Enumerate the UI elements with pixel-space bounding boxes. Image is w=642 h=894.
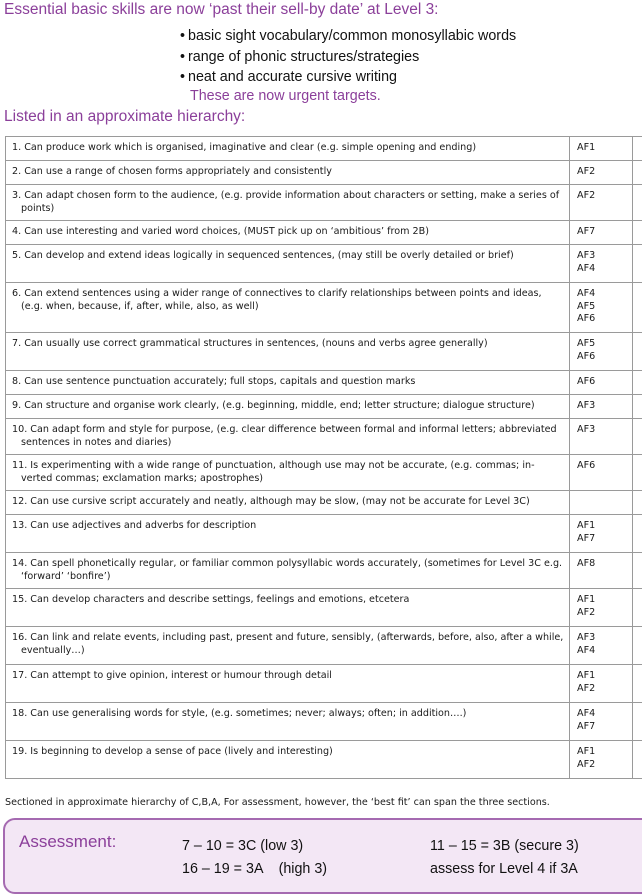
skill-text: 15. Can develop characters and describe settings, feelings and emotions, etcetera xyxy=(12,594,409,605)
skill-row xyxy=(6,185,642,221)
assessment-focus-code: AF1 AF7 xyxy=(570,515,633,553)
bullet-icon: • xyxy=(180,47,188,68)
skill-row xyxy=(6,137,642,161)
skill-text: 9. Can structure and organise work clearly, (e.g. beginning, middle, end; letter structure; dialogue structure) xyxy=(12,400,535,411)
tick-cell[interactable] xyxy=(633,185,642,221)
assessment-focus-code: AF1 AF2 xyxy=(570,741,633,779)
tick-cell[interactable] xyxy=(633,137,642,161)
skill-description xyxy=(6,333,570,371)
assessment-focus-code: AF4 AF5 AF6 xyxy=(570,283,633,333)
assessment-focus-code: AF3 xyxy=(570,395,633,419)
tick-cell[interactable] xyxy=(633,333,642,371)
basic-skills-list xyxy=(180,26,516,88)
tick-cell[interactable] xyxy=(633,589,642,627)
skills-table xyxy=(5,136,642,779)
assessment-focus-code: AF3 xyxy=(570,419,633,455)
assessment-level4-note: assess for Level 4 if 3A xyxy=(430,861,578,877)
assessment-band-3a: 16 – 19 = 3A (high 3) xyxy=(182,861,327,877)
assessment-box xyxy=(3,818,642,894)
skill-row xyxy=(6,395,642,419)
tick-cell[interactable] xyxy=(633,741,642,779)
skill-text: 19. Is beginning to develop a sense of pace (lively and interesting) xyxy=(12,746,333,757)
skill-row xyxy=(6,703,642,741)
list-heading: Listed in an approximate hierarchy: xyxy=(4,108,245,126)
skill-row xyxy=(6,333,642,371)
assessment-focus-code: AF5 AF6 xyxy=(570,333,633,371)
skill-text: 4. Can use interesting and varied word choices, (MUST pick up on ‘ambitious’ from 2B) xyxy=(12,226,429,237)
skill-row xyxy=(6,491,642,515)
tick-cell[interactable] xyxy=(633,419,642,455)
skill-description xyxy=(6,185,570,221)
assessment-focus-code: AF1 xyxy=(570,137,633,161)
skill-description xyxy=(6,515,570,553)
skill-text-continued: eventually…) xyxy=(12,645,565,658)
assessment-focus-code: AF6 xyxy=(570,455,633,491)
skill-text: 3. Can adapt chosen form to the audience, (e.g. provide information about characters or setting, make a series of xyxy=(12,190,559,201)
skill-text: 12. Can use cursive script accurately and neatly, although may be slow, (may not be accurate for Level 3C) xyxy=(12,496,530,507)
assessment-focus-code: AF2 xyxy=(570,161,633,185)
tick-cell[interactable] xyxy=(633,515,642,553)
assessment-focus-code: AF7 xyxy=(570,221,633,245)
footnote: Sectioned in approximate hierarchy of C,B,A, For assessment, however, the ‘best fit’ can span the three sections. xyxy=(5,797,550,808)
skill-text: 10. Can adapt form and style for purpose, (e.g. clear difference between formal and informal letters; abbreviated xyxy=(12,424,557,435)
skill-description xyxy=(6,455,570,491)
assessment-title: Assessment: xyxy=(19,832,116,852)
skill-description xyxy=(6,665,570,703)
skill-text: 11. Is experimenting with a wide range of punctuation, although use may not be accurate, (e.g. commas; in- xyxy=(12,460,535,471)
skill-text-continued: sentences in notes and diaries) xyxy=(12,437,565,450)
bullet-item xyxy=(180,26,516,47)
bullet-text: neat and accurate cursive writing xyxy=(188,69,397,85)
assessment-focus-code: AF6 xyxy=(570,371,633,395)
skill-text: 16. Can link and relate events, including past, present and future, sensibly, (afterwards, before, also, after a while, xyxy=(12,632,563,643)
assessment-band-3c: 7 – 10 = 3C (low 3) xyxy=(182,838,303,854)
assessment-focus-code: AF8 xyxy=(570,553,633,589)
skill-text: 6. Can extend sentences using a wider range of connectives to clarify relationships between points and ideas, xyxy=(12,288,542,299)
tick-cell[interactable] xyxy=(633,703,642,741)
skill-description xyxy=(6,491,570,515)
skill-text-continued: points) xyxy=(12,203,565,216)
tick-cell[interactable] xyxy=(633,371,642,395)
skill-description xyxy=(6,283,570,333)
skill-text-continued: verted commas; exclamation marks; apostrophes) xyxy=(12,473,565,486)
bullet-item xyxy=(180,47,516,68)
assessment-focus-code: AF4 AF7 xyxy=(570,703,633,741)
skill-text: 17. Can attempt to give opinion, interest or humour through detail xyxy=(12,670,332,681)
tick-cell[interactable] xyxy=(633,245,642,283)
skill-description xyxy=(6,395,570,419)
skill-row xyxy=(6,589,642,627)
assessment-focus-code: AF1 AF2 xyxy=(570,665,633,703)
tick-cell[interactable] xyxy=(633,665,642,703)
skill-description xyxy=(6,245,570,283)
skill-text: 5. Can develop and extend ideas logically in sequenced sentences, (may still be overly detailed or brief) xyxy=(12,250,514,261)
tick-cell[interactable] xyxy=(633,455,642,491)
skill-description xyxy=(6,137,570,161)
skill-text: 1. Can produce work which is organised, imaginative and clear (e.g. simple opening and ending) xyxy=(12,142,476,153)
assessment-focus-code: AF3 AF4 xyxy=(570,627,633,665)
assessment-band-3b: 11 – 15 = 3B (secure 3) xyxy=(430,838,579,854)
skill-description xyxy=(6,419,570,455)
skill-text: 14. Can spell phonetically regular, or familiar common polysyllabic words accurately, (sometimes for Level 3C e.g. xyxy=(12,558,562,569)
skill-text: 18. Can use generalising words for style, (e.g. sometimes; never; always; often; in addition….) xyxy=(12,708,466,719)
skill-row xyxy=(6,455,642,491)
skill-row xyxy=(6,371,642,395)
skill-description xyxy=(6,703,570,741)
skill-row xyxy=(6,419,642,455)
skill-row xyxy=(6,515,642,553)
skill-row xyxy=(6,553,642,589)
assessment-focus-code xyxy=(570,491,633,515)
skill-row xyxy=(6,741,642,779)
intro-heading: Essential basic skills are now ‘past their sell-by date’ at Level 3: xyxy=(4,1,439,19)
skill-description xyxy=(6,161,570,185)
skill-row xyxy=(6,161,642,185)
skill-text-continued: ‘forward’ ‘bonfire’) xyxy=(12,571,565,584)
tick-cell[interactable] xyxy=(633,491,642,515)
skill-description xyxy=(6,741,570,779)
bullet-text: range of phonic structures/strategies xyxy=(188,49,419,65)
assessment-focus-code: AF1 AF2 xyxy=(570,589,633,627)
urgent-targets-note: These are now urgent targets. xyxy=(190,88,381,104)
tick-cell[interactable] xyxy=(633,221,642,245)
skill-description xyxy=(6,371,570,395)
skill-text: 8. Can use sentence punctuation accurately; full stops, capitals and question marks xyxy=(12,376,415,387)
bullet-text: basic sight vocabulary/common monosyllabic words xyxy=(188,28,516,44)
assessment-focus-code: AF3 AF4 xyxy=(570,245,633,283)
skill-description xyxy=(6,589,570,627)
tick-cell[interactable] xyxy=(633,553,642,589)
skill-description xyxy=(6,553,570,589)
skill-description xyxy=(6,627,570,665)
skill-description xyxy=(6,221,570,245)
tick-cell[interactable] xyxy=(633,283,642,333)
tick-cell[interactable] xyxy=(633,627,642,665)
skill-text: 13. Can use adjectives and adverbs for description xyxy=(12,520,256,531)
skill-text: 2. Can use a range of chosen forms appropriately and consistently xyxy=(12,166,332,177)
skill-row xyxy=(6,283,642,333)
bullet-icon: • xyxy=(180,26,188,47)
assessment-focus-code: AF2 xyxy=(570,185,633,221)
skill-row xyxy=(6,627,642,665)
bullet-item xyxy=(180,67,516,88)
skill-row xyxy=(6,221,642,245)
skill-text-continued: (e.g. when, because, if, after, while, also, as well) xyxy=(12,301,565,314)
skill-row xyxy=(6,665,642,703)
bullet-icon: • xyxy=(180,67,188,88)
tick-cell[interactable] xyxy=(633,161,642,185)
tick-cell[interactable] xyxy=(633,395,642,419)
skill-row xyxy=(6,245,642,283)
skill-text: 7. Can usually use correct grammatical structures in sentences, (nouns and verbs agree generally) xyxy=(12,338,488,349)
